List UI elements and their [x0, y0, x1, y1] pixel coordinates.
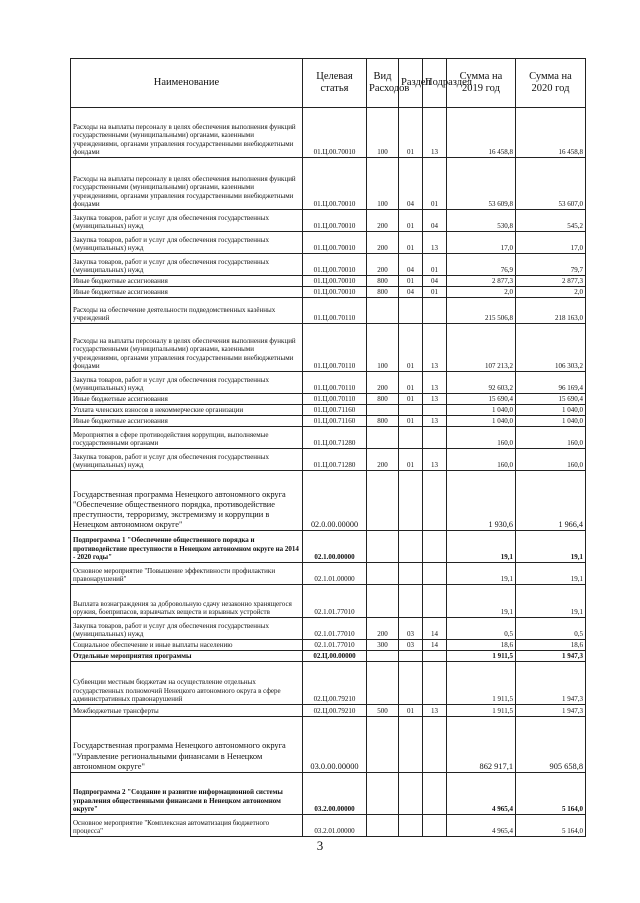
row-code: 01.Ц.00.70110: [303, 372, 367, 394]
row-sum-2020: 160,0: [516, 449, 586, 471]
row-razdel: 01: [399, 108, 423, 158]
table-row: [71, 471, 586, 531]
row-name: Основное мероприятие "Повышение эффективности профилактики правонарушений": [71, 563, 303, 585]
row-podrazdel: 13: [423, 324, 447, 372]
row-sum-2019: 160,0: [447, 427, 516, 449]
table-row: [71, 640, 586, 651]
header-name: Наименование: [71, 59, 303, 108]
row-code: 01.Ц.00.70010: [303, 108, 367, 158]
row-name: Государственная программа Ненецкого автономного округа "Обеспечение общественного порядка, противодействие преступности, терроризму, экстремизму и коррупции в Ненецком автономном округе": [71, 471, 303, 531]
row-name: Социальное обеспечение и иные выплаты населению: [71, 640, 303, 651]
row-vid: [367, 427, 399, 449]
row-code: 01.Ц.00.70010: [303, 158, 367, 210]
row-vid: 300: [367, 640, 399, 651]
row-code: 03.0.00.00000: [303, 717, 367, 773]
table-row: [71, 563, 586, 585]
row-sum-2020: 106 303,2: [516, 324, 586, 372]
row-code: 02.Ц.00.00000: [303, 651, 367, 662]
row-razdel: 03: [399, 640, 423, 651]
row-sum-2020: 1 947,3: [516, 651, 586, 662]
row-sum-2020: 1 947,3: [516, 662, 586, 705]
row-sum-2019: 530,8: [447, 210, 516, 232]
row-vid: 200: [367, 254, 399, 276]
row-podrazdel: [423, 298, 447, 324]
row-vid: [367, 815, 399, 837]
row-code: 01.Ц.00.71160: [303, 416, 367, 427]
table-row: [71, 405, 586, 416]
row-vid: [367, 773, 399, 815]
row-sum-2020: 218 163,0: [516, 298, 586, 324]
row-code: 02.1.01.77010: [303, 640, 367, 651]
row-sum-2019: 76,9: [447, 254, 516, 276]
row-podrazdel: 13: [423, 705, 447, 717]
row-code: 02.1.01.00000: [303, 563, 367, 585]
row-sum-2019: 2,0: [447, 287, 516, 298]
row-name: Расходы на выплаты персоналу в целях обеспечения выполнения функций государственными (муниципальными) органами, казенными учреждениями, органами управления государственными внебюджетными фондами: [71, 324, 303, 372]
row-name: Подпрограмма 2 "Создание и развитие информационной системы управления общественными финансами в Ненецком автономном округе": [71, 773, 303, 815]
row-name: Основное мероприятие "Комплексная автоматизация бюджетного процесса": [71, 815, 303, 837]
row-razdel: 01: [399, 416, 423, 427]
table-row: [71, 394, 586, 405]
row-sum-2020: 2 877,3: [516, 276, 586, 287]
row-name: Расходы на обеспечение деятельности подведомственных казённых учреждений: [71, 298, 303, 324]
header-sum-2019: Сумма на 2019 год: [447, 59, 516, 108]
row-sum-2019: 1 911,5: [447, 651, 516, 662]
table-header-row: [71, 59, 586, 108]
row-vid: 800: [367, 276, 399, 287]
row-sum-2019: 17,0: [447, 232, 516, 254]
row-code: 02.Ц.00.79210: [303, 705, 367, 717]
row-vid: [367, 298, 399, 324]
table-row: [71, 531, 586, 563]
row-razdel: [399, 471, 423, 531]
row-vid: 100: [367, 324, 399, 372]
row-razdel: [399, 563, 423, 585]
row-sum-2020: 5 164,0: [516, 773, 586, 815]
row-podrazdel: [423, 717, 447, 773]
row-sum-2019: 0,5: [447, 618, 516, 640]
row-vid: 500: [367, 705, 399, 717]
row-sum-2019: 862 917,1: [447, 717, 516, 773]
row-sum-2019: 92 603,2: [447, 372, 516, 394]
row-vid: 800: [367, 394, 399, 405]
table-row: [71, 662, 586, 705]
row-sum-2019: 215 506,8: [447, 298, 516, 324]
row-podrazdel: 04: [423, 210, 447, 232]
row-podrazdel: 01: [423, 158, 447, 210]
row-name: Закупка товаров, работ и услуг для обеспечения государственных (муниципальных) нужд: [71, 210, 303, 232]
table-row: [71, 108, 586, 158]
row-razdel: 04: [399, 287, 423, 298]
budget-sheet: [70, 58, 585, 837]
row-podrazdel: 04: [423, 276, 447, 287]
row-name: Расходы на выплаты персоналу в целях обеспечения выполнения функций государственными (муниципальными) органами, казенными учреждениями, органами управления государственными внебюджетными фондами: [71, 108, 303, 158]
table-row: [71, 717, 586, 773]
row-podrazdel: 01: [423, 254, 447, 276]
row-podrazdel: [423, 815, 447, 837]
row-sum-2020: 18,6: [516, 640, 586, 651]
row-name: Иные бюджетные ассигнования: [71, 276, 303, 287]
row-sum-2019: 1 911,5: [447, 662, 516, 705]
row-sum-2020: 15 690,4: [516, 394, 586, 405]
row-sum-2020: 96 169,4: [516, 372, 586, 394]
row-vid: [367, 585, 399, 618]
row-razdel: [399, 405, 423, 416]
row-vid: [367, 563, 399, 585]
row-vid: 200: [367, 210, 399, 232]
row-razdel: 04: [399, 254, 423, 276]
row-vid: [367, 662, 399, 705]
table-body: [71, 108, 586, 837]
row-code: 01.Ц.00.70010: [303, 276, 367, 287]
row-code: 01.Ц.00.71160: [303, 405, 367, 416]
row-razdel: [399, 662, 423, 705]
row-sum-2020: 17,0: [516, 232, 586, 254]
table-row: [71, 254, 586, 276]
row-razdel: 04: [399, 158, 423, 210]
row-razdel: 01: [399, 232, 423, 254]
row-sum-2019: 107 213,2: [447, 324, 516, 372]
row-name: Иные бюджетные ассигнования: [71, 287, 303, 298]
row-name: Субвенции местным бюджетам на осуществление отдельных государственных полномочий Ненецкого автономного округа в сфере административных правонарушений: [71, 662, 303, 705]
row-razdel: 01: [399, 276, 423, 287]
row-sum-2019: 15 690,4: [447, 394, 516, 405]
row-name: Государственная программа Ненецкого автономного округа "Управление региональными финансами в Ненецком автономном округе": [71, 717, 303, 773]
row-razdel: 03: [399, 618, 423, 640]
row-code: 01.Ц.00.70110: [303, 298, 367, 324]
row-sum-2019: 1 930,6: [447, 471, 516, 531]
row-podrazdel: 13: [423, 232, 447, 254]
table-row: [71, 287, 586, 298]
row-razdel: 01: [399, 372, 423, 394]
row-sum-2019: 160,0: [447, 449, 516, 471]
row-razdel: [399, 815, 423, 837]
row-podrazdel: [423, 531, 447, 563]
row-name: Закупка товаров, работ и услуг для обеспечения государственных (муниципальных) нужд: [71, 372, 303, 394]
row-code: 01.Ц.00.70010: [303, 210, 367, 232]
row-podrazdel: [423, 563, 447, 585]
table-row: [71, 298, 586, 324]
header-code: Целевая статья: [303, 59, 367, 108]
row-sum-2020: 905 658,8: [516, 717, 586, 773]
row-name: Закупка товаров, работ и услуг для обеспечения государственных (муниципальных) нужд: [71, 254, 303, 276]
row-vid: [367, 531, 399, 563]
row-razdel: 01: [399, 705, 423, 717]
row-name: Иные бюджетные ассигнования: [71, 394, 303, 405]
row-sum-2020: 16 458,8: [516, 108, 586, 158]
table-row: [71, 705, 586, 717]
row-razdel: [399, 585, 423, 618]
row-sum-2020: 1 040,0: [516, 405, 586, 416]
row-podrazdel: [423, 773, 447, 815]
row-podrazdel: 01: [423, 287, 447, 298]
row-name: Иные бюджетные ассигнования: [71, 416, 303, 427]
row-podrazdel: 13: [423, 108, 447, 158]
row-name: Межбюджетные трансферты: [71, 705, 303, 717]
row-razdel: 01: [399, 210, 423, 232]
row-sum-2019: 1 040,0: [447, 416, 516, 427]
row-razdel: 01: [399, 394, 423, 405]
row-sum-2019: 19,1: [447, 585, 516, 618]
row-sum-2019: 19,1: [447, 531, 516, 563]
table-row: [71, 773, 586, 815]
row-sum-2020: 19,1: [516, 563, 586, 585]
row-podrazdel: 13: [423, 372, 447, 394]
row-sum-2019: 1 911,5: [447, 705, 516, 717]
row-podrazdel: 13: [423, 449, 447, 471]
row-vid: [367, 651, 399, 662]
row-sum-2019: 53 609,8: [447, 158, 516, 210]
row-podrazdel: [423, 471, 447, 531]
table-row: [71, 372, 586, 394]
row-name: Подпрограмма 1 "Обеспечение общественного порядка и противодействие преступности в Ненецком автономном округе на 2014 - 2020 годы": [71, 531, 303, 563]
row-razdel: [399, 773, 423, 815]
row-sum-2020: 2,0: [516, 287, 586, 298]
row-podrazdel: [423, 585, 447, 618]
table-row: [71, 815, 586, 837]
table-row: [71, 651, 586, 662]
row-code: 02.1.01.77010: [303, 618, 367, 640]
row-podrazdel: 14: [423, 640, 447, 651]
row-sum-2020: 1 040,0: [516, 416, 586, 427]
table-row: [71, 618, 586, 640]
row-sum-2019: 2 877,3: [447, 276, 516, 287]
table-row: [71, 232, 586, 254]
row-sum-2019: 4 965,4: [447, 773, 516, 815]
row-razdel: [399, 298, 423, 324]
header-razdel: Раздел: [399, 59, 423, 108]
row-razdel: [399, 427, 423, 449]
row-sum-2020: 53 607,0: [516, 158, 586, 210]
row-vid: 800: [367, 416, 399, 427]
row-code: 01.Ц.00.70010: [303, 287, 367, 298]
table-row: [71, 449, 586, 471]
table-row: [71, 585, 586, 618]
row-code: 03.2.00.00000: [303, 773, 367, 815]
row-sum-2020: 1 947,3: [516, 705, 586, 717]
row-code: 01.Ц.00.71280: [303, 449, 367, 471]
row-sum-2019: 18,6: [447, 640, 516, 651]
row-podrazdel: [423, 651, 447, 662]
header-podrazdel: Подраздел: [423, 59, 447, 108]
row-vid: [367, 471, 399, 531]
row-code: 01.Ц.00.70110: [303, 394, 367, 405]
row-sum-2019: 4 965,4: [447, 815, 516, 837]
table-row: [71, 158, 586, 210]
row-code: 01.Ц.00.70010: [303, 232, 367, 254]
table-row: [71, 427, 586, 449]
row-code: 02.0.00.00000: [303, 471, 367, 531]
row-name: Выплата вознаграждения за добровольную сдачу незаконно хранящегося оружия, боеприпасов, взрывчатых веществ и взрывных устройств: [71, 585, 303, 618]
table-row: [71, 210, 586, 232]
row-sum-2020: 545,2: [516, 210, 586, 232]
row-code: 01.Ц.00.71280: [303, 427, 367, 449]
row-vid: 200: [367, 618, 399, 640]
row-code: 03.2.01.00000: [303, 815, 367, 837]
row-razdel: 01: [399, 324, 423, 372]
row-code: 01.Ц.00.70110: [303, 324, 367, 372]
row-sum-2020: 19,1: [516, 531, 586, 563]
row-sum-2020: 79,7: [516, 254, 586, 276]
row-razdel: [399, 531, 423, 563]
budget-table: [70, 58, 586, 837]
table-row: [71, 416, 586, 427]
row-vid: 100: [367, 108, 399, 158]
row-vid: 200: [367, 372, 399, 394]
row-code: 02.1.01.77010: [303, 585, 367, 618]
row-vid: 100: [367, 158, 399, 210]
row-vid: 200: [367, 449, 399, 471]
row-name: Мероприятия в сфере противодействия коррупции, выполняемые государственными органами: [71, 427, 303, 449]
row-name: Отдельные мероприятия программы: [71, 651, 303, 662]
row-razdel: [399, 651, 423, 662]
row-name: Закупка товаров, работ и услуг для обеспечения государственных (муниципальных) нужд: [71, 618, 303, 640]
row-vid: [367, 405, 399, 416]
row-sum-2020: 19,1: [516, 585, 586, 618]
page-number: 3: [316, 838, 324, 853]
row-name: Закупка товаров, работ и услуг для обеспечения государственных (муниципальных) нужд: [71, 449, 303, 471]
row-code: 02.Ц.00.79210: [303, 662, 367, 705]
row-sum-2019: 1 040,0: [447, 405, 516, 416]
row-razdel: [399, 717, 423, 773]
row-code: 01.Ц.00.70010: [303, 254, 367, 276]
row-sum-2020: 0,5: [516, 618, 586, 640]
row-sum-2020: 160,0: [516, 427, 586, 449]
row-podrazdel: 13: [423, 416, 447, 427]
table-row: [71, 324, 586, 372]
header-sum-2020: Сумма на 2020 год: [516, 59, 586, 108]
row-podrazdel: 13: [423, 394, 447, 405]
row-code: 02.1.00.00000: [303, 531, 367, 563]
row-sum-2019: 19,1: [447, 563, 516, 585]
row-podrazdel: [423, 405, 447, 416]
row-name: Закупка товаров, работ и услуг для обеспечения государственных (муниципальных) нужд: [71, 232, 303, 254]
row-sum-2020: 5 164,0: [516, 815, 586, 837]
row-name: Уплата членских взносов в некоммерческие организации: [71, 405, 303, 416]
row-podrazdel: [423, 662, 447, 705]
row-vid: 200: [367, 232, 399, 254]
header-vid: Вид Расходов: [367, 59, 399, 108]
row-vid: 800: [367, 287, 399, 298]
row-podrazdel: 14: [423, 618, 447, 640]
row-razdel: 01: [399, 449, 423, 471]
row-vid: [367, 717, 399, 773]
row-sum-2020: 1 966,4: [516, 471, 586, 531]
table-row: [71, 276, 586, 287]
row-name: Расходы на выплаты персоналу в целях обеспечения выполнения функций государственными (муниципальными) органами, казенными учреждениями, органами управления государственными внебюджетными фондами: [71, 158, 303, 210]
row-podrazdel: [423, 427, 447, 449]
row-sum-2019: 16 458,8: [447, 108, 516, 158]
